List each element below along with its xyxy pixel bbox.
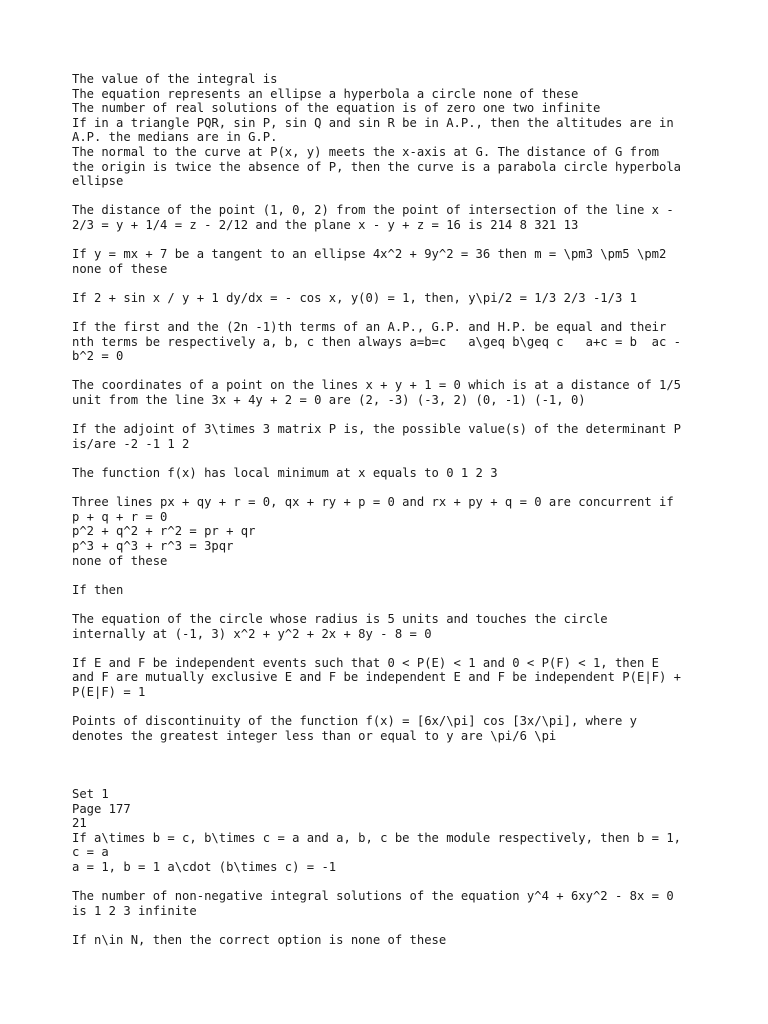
paragraph-gap — [72, 276, 702, 291]
paragraph-gap — [72, 189, 702, 204]
text-line: P(E|F) = 1 — [72, 684, 146, 699]
text-line: The normal to the curve at P(x, y) meets the x-axis at G. The distance of G from — [72, 144, 659, 159]
text-line: 2/3 = y + 1/4 = z - 2/12 and the plane x - y + z = 16 is 214 8 321 13 — [72, 217, 579, 232]
text-line: If n\in N, then the correct option is none of these — [72, 933, 447, 948]
text-line: Points of discontinuity of the function f(x) = [6x/\pi] cos [3x/\pi], where y — [72, 714, 637, 729]
text-line: denotes the greatest integer less than or equal to y are \pi/6 \pi — [72, 728, 557, 743]
text-line: a = 1, b = 1 a\cdot (b\times c) = -1 — [72, 860, 337, 875]
text-line: p^2 + q^2 + r^2 = pr + qr — [72, 524, 256, 539]
text-line: p^3 + q^3 + r^3 = 3pqr — [72, 539, 234, 553]
paragraph-gap — [72, 597, 702, 612]
question-number: 21 — [72, 816, 87, 831]
text-line: If the adjoint of 3\times 3 matrix P is, the possible value(s) of the determinant P — [72, 422, 682, 437]
page-label: Page 177 — [72, 801, 131, 816]
set-label: Set 1 — [72, 787, 109, 802]
paragraph-gap — [72, 700, 702, 715]
text-line: ellipse — [72, 174, 124, 189]
document-body — [72, 72, 702, 948]
paragraph-gap — [72, 233, 702, 248]
text-line: If E and F be independent events such that 0 < P(E) < 1 and 0 < P(F) < 1, then E — [72, 655, 659, 670]
text-line: If 2 + sin x / y + 1 dy/dx = - cos x, y(0) = 1, then, y\pi/2 = 1/3 2/3 -1/3 1 — [72, 290, 637, 305]
text-line: the origin is twice the absence of P, then the curve is a parabola circle hyperbola — [72, 159, 682, 174]
paragraph-gap — [72, 408, 702, 423]
text-line: If then — [72, 582, 124, 597]
paragraph-gap — [72, 875, 702, 890]
text-line: c = a — [72, 845, 109, 860]
paragraph-gap — [72, 306, 702, 321]
paragraph-gap — [72, 918, 702, 933]
text-line: If the first and the (2n -1)th terms of an A.P., G.P. and H.P. be equal and their — [72, 320, 667, 335]
text-line: p + q + r = 0 — [72, 509, 168, 524]
text-line: none of these — [72, 261, 168, 276]
text-line: unit from the line 3x + 4y + 2 = 0 are (2, -3) (-3, 2) (0, -1) (-1, 0) — [72, 393, 586, 408]
text-line: The equation of the circle whose radius is 5 units and touches the circle — [72, 611, 608, 626]
text-line: The number of non-negative integral solutions of the equation y^4 + 6xy^2 - 8x = 0 — [72, 889, 674, 904]
text-line: internally at (-1, 3) x^2 + y^2 + 2x + 8y - 8 = 0 — [72, 626, 432, 641]
section-gap — [72, 743, 702, 772]
paragraph-gap — [72, 364, 702, 379]
text-line: The equation represents an ellipse a hyperbola a circle none of these — [72, 86, 579, 101]
text-line: is/are -2 -1 1 2 — [72, 436, 190, 451]
paragraph-gap — [72, 773, 702, 788]
text-line: Three lines px + qy + r = 0, qx + ry + p = 0 and rx + py + q = 0 are concurrent if — [72, 495, 674, 510]
text-line: nth terms be respectively a, b, c then always a=b=c a\geq b\geq c a+c = b ac - — [72, 334, 682, 349]
paragraph-gap — [72, 641, 702, 656]
text-line: b^2 = 0 — [72, 349, 124, 364]
text-line: The distance of the point (1, 0, 2) from the point of intersection of the line x - — [72, 203, 674, 218]
text-line: The value of the integral is — [72, 72, 278, 86]
text-line: The function f(x) has local minimum at x equals to 0 1 2 3 — [72, 466, 498, 481]
text-line: is 1 2 3 infinite — [72, 903, 197, 918]
text-line: The coordinates of a point on the lines x + y + 1 = 0 which is at a distance of 1/5 — [72, 378, 682, 393]
text-line: A.P. the medians are in G.P. — [72, 130, 278, 145]
text-line: If y = mx + 7 be a tangent to an ellipse 4x^2 + 9y^2 = 36 then m = \pm3 \pm5 \pm2 — [72, 247, 667, 262]
text-line: The number of real solutions of the equation is of zero one two infinite — [72, 101, 601, 116]
paragraph-gap — [72, 481, 702, 496]
text-line: If a\times b = c, b\times c = a and a, b, c be the module respectively, then b = 1, — [72, 830, 682, 845]
paragraph-gap — [72, 568, 702, 583]
text-line: If in a triangle PQR, sin P, sin Q and sin R be in A.P., then the altitudes are in — [72, 115, 674, 130]
paragraph-gap — [72, 451, 702, 466]
text-line: none of these — [72, 553, 168, 568]
text-line: and F are mutually exclusive E and F be independent E and F be independent P(E|F) + — [72, 670, 682, 685]
